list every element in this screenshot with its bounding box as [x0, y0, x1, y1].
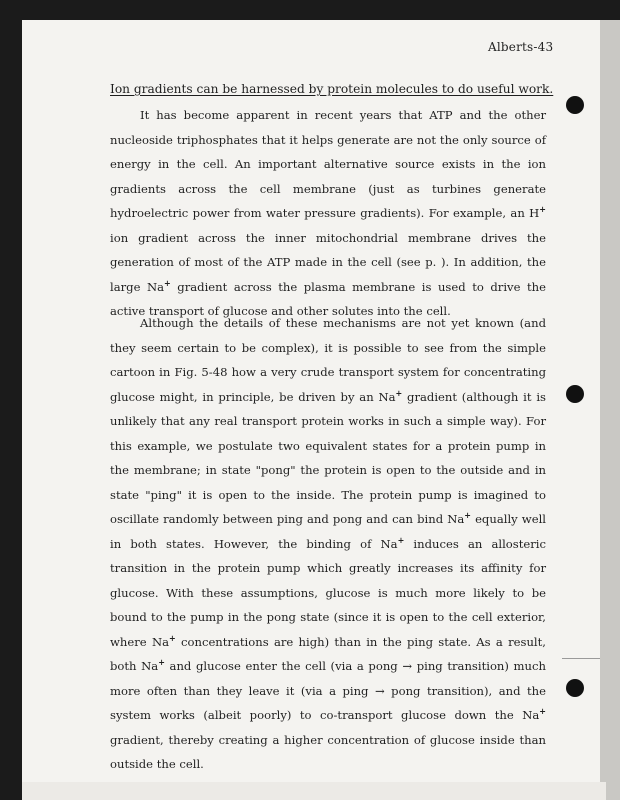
- text-span: ion gradient across the inner mitochondrial membrane drives the generation of most of the ATP made in the cell (see p. ). In addition, the large Na: [110, 230, 546, 294]
- punch-hole: [566, 96, 584, 114]
- bottom-strip: [22, 782, 606, 800]
- paragraph-1: [110, 103, 546, 324]
- text-span: gradient, thereby creating a higher concentration of glucose inside than outside the cell.: [110, 732, 546, 771]
- superscript: +: [464, 510, 471, 521]
- superscript: +: [169, 632, 176, 643]
- text-span: concentrations are high) than in the ping state. As a result, both Na: [110, 634, 546, 673]
- text-span: It has become apparent in recent years that ATP and the other nucleoside triphosphates that it helps generate are not the only source of energy in the cell. An important alternative source exists in the ion gradients across the cell membrane (just as turbines generate hydroelectric power from water pressure gradients). For example, an H: [110, 108, 546, 220]
- page-edge: [600, 20, 620, 800]
- text-span: equally well in both states. However, the binding of Na: [110, 512, 546, 551]
- superscript: +: [395, 387, 403, 398]
- superscript: +: [539, 706, 546, 717]
- punch-hole: [566, 385, 584, 403]
- text-span: gradient across the plasma membrane is used to drive the active transport of glucose and other solutes into the cell.: [110, 279, 546, 318]
- superscript: +: [158, 657, 165, 668]
- superscript: +: [164, 277, 171, 288]
- paragraph-2: [110, 311, 546, 777]
- pencil-mark: [562, 658, 600, 659]
- text-span: and glucose enter the cell (via a pong → ping transition) much more often than they leave it (via a ping → pong transition), and the system works (albeit poorly) to co-transport glucose down the Na: [110, 659, 546, 722]
- superscript: +: [397, 534, 405, 545]
- text-span: Although the details of these mechanisms are not yet known (and they seem certain to be complex), it is possible to see from the simple cartoon in Fig. 5-48 how a very crude transport system for concentrating glucose might, in principle, be driven by an Na: [110, 316, 546, 404]
- section-heading: Ion gradients can be harnessed by protein molecules to do useful work.: [110, 82, 554, 96]
- page-number-label: Alberts-43: [488, 40, 554, 54]
- punch-hole: [566, 679, 584, 697]
- superscript: +: [539, 204, 546, 215]
- text-span: induces an allosteric transition in the protein pump which greatly increases its affinity for glucose. With these assumptions, glucose is much more likely to be bound to the pump in the pong state (since it is open to the cell exterior, where Na: [110, 536, 546, 649]
- text-span: gradient (although it is unlikely that any real transport protein works in such a simple way). For this example, we postulate two equivalent states for a protein pump in the membrane; in state "pong" the protein is open to the outside and in state "ping" it is open to the inside. The protein pump is imagined to oscillate randomly between ping and pong and can bind Na: [110, 389, 546, 526]
